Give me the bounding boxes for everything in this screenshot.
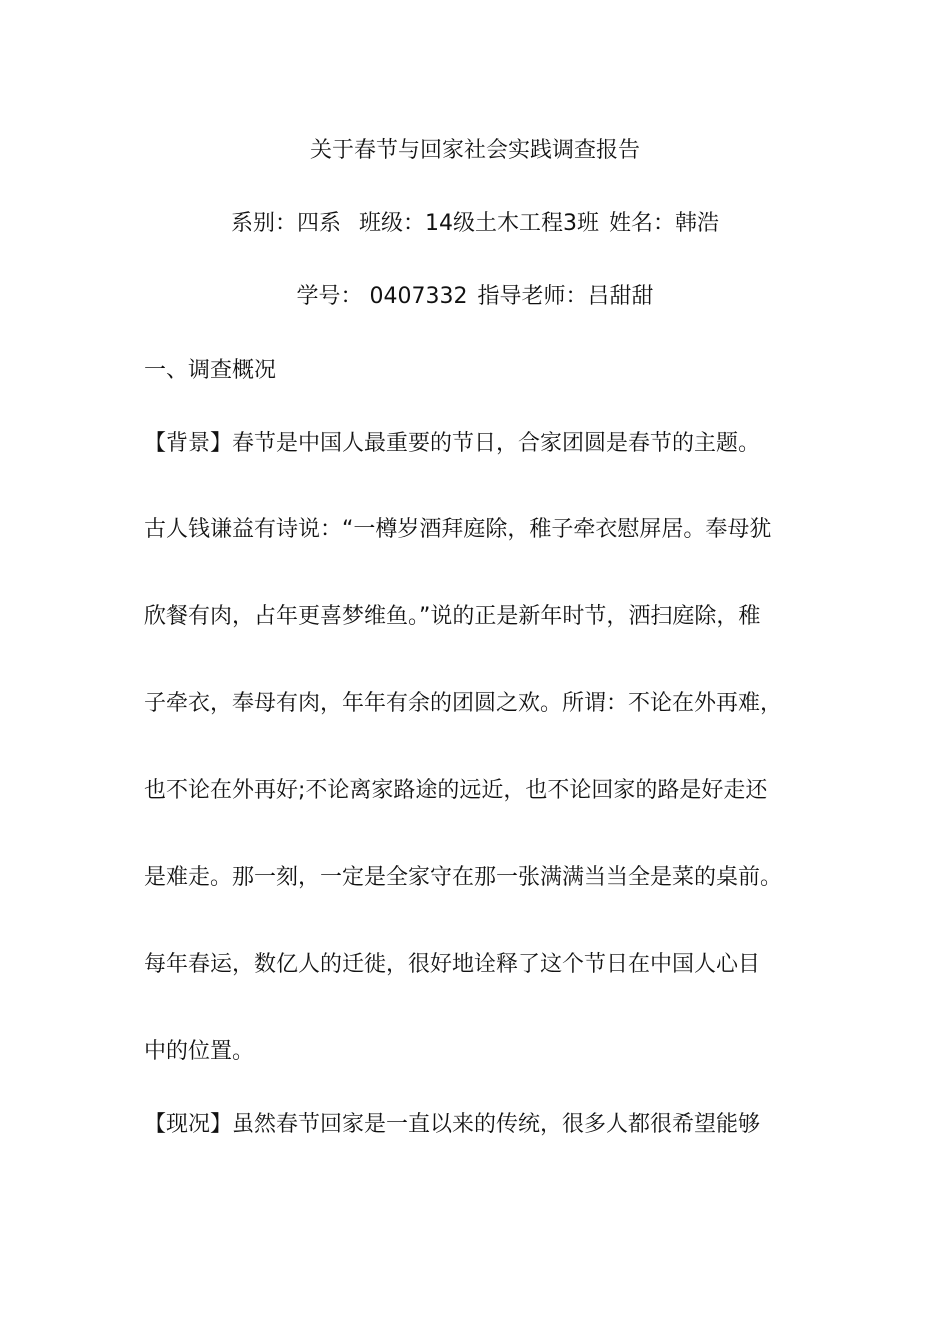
paragraph-line: 也不论在外再好;不论离家路途的远近，也不论回家的路是好走还 bbox=[144, 778, 768, 803]
name-field: 姓名：韩浩 bbox=[609, 211, 720, 236]
paragraph-line: 每年春运，数亿人的迁徙，很好地诠释了这个节日在中国人心目 bbox=[144, 952, 761, 977]
paragraph-line: 【现况】虽然春节回家是一直以来的传统，很多人都很希望能够 bbox=[144, 1112, 761, 1137]
paragraph-line: 子牵衣，奉母有肉，年年有余的团圆之欢。所谓：不论在外再难， bbox=[144, 691, 783, 716]
section-heading: 一、调查概况 bbox=[144, 358, 277, 383]
student-info-line bbox=[0, 282, 950, 312]
student-id-field: 学号： 0407332 bbox=[296, 284, 468, 309]
paragraph-line: 欣餐有肉，占年更喜梦维鱼。”说的正是新年时节，洒扫庭除，稚 bbox=[144, 604, 761, 629]
author-info-line bbox=[0, 209, 950, 239]
paragraph-line: 是难走。那一刻，一定是全家守在那一张满满当当全是菜的桌前。 bbox=[144, 865, 783, 890]
document-title: 关于春节与回家社会实践调查报告 bbox=[309, 138, 640, 163]
paragraph-line: 【背景】春节是中国人最重要的节日，合家团圆是春节的主题。 bbox=[144, 431, 761, 456]
paragraph-line: 中的位置。 bbox=[144, 1039, 255, 1064]
class-field: 班级：14级土木工程3班 bbox=[359, 211, 599, 236]
department-field: 系别：四系 bbox=[230, 211, 341, 236]
paragraph-line: 古人钱谦益有诗说：“一樽岁酒拜庭除，稚子牵衣慰屏居。奉母犹 bbox=[144, 517, 772, 542]
advisor-field: 指导老师：吕甜甜 bbox=[477, 284, 654, 309]
